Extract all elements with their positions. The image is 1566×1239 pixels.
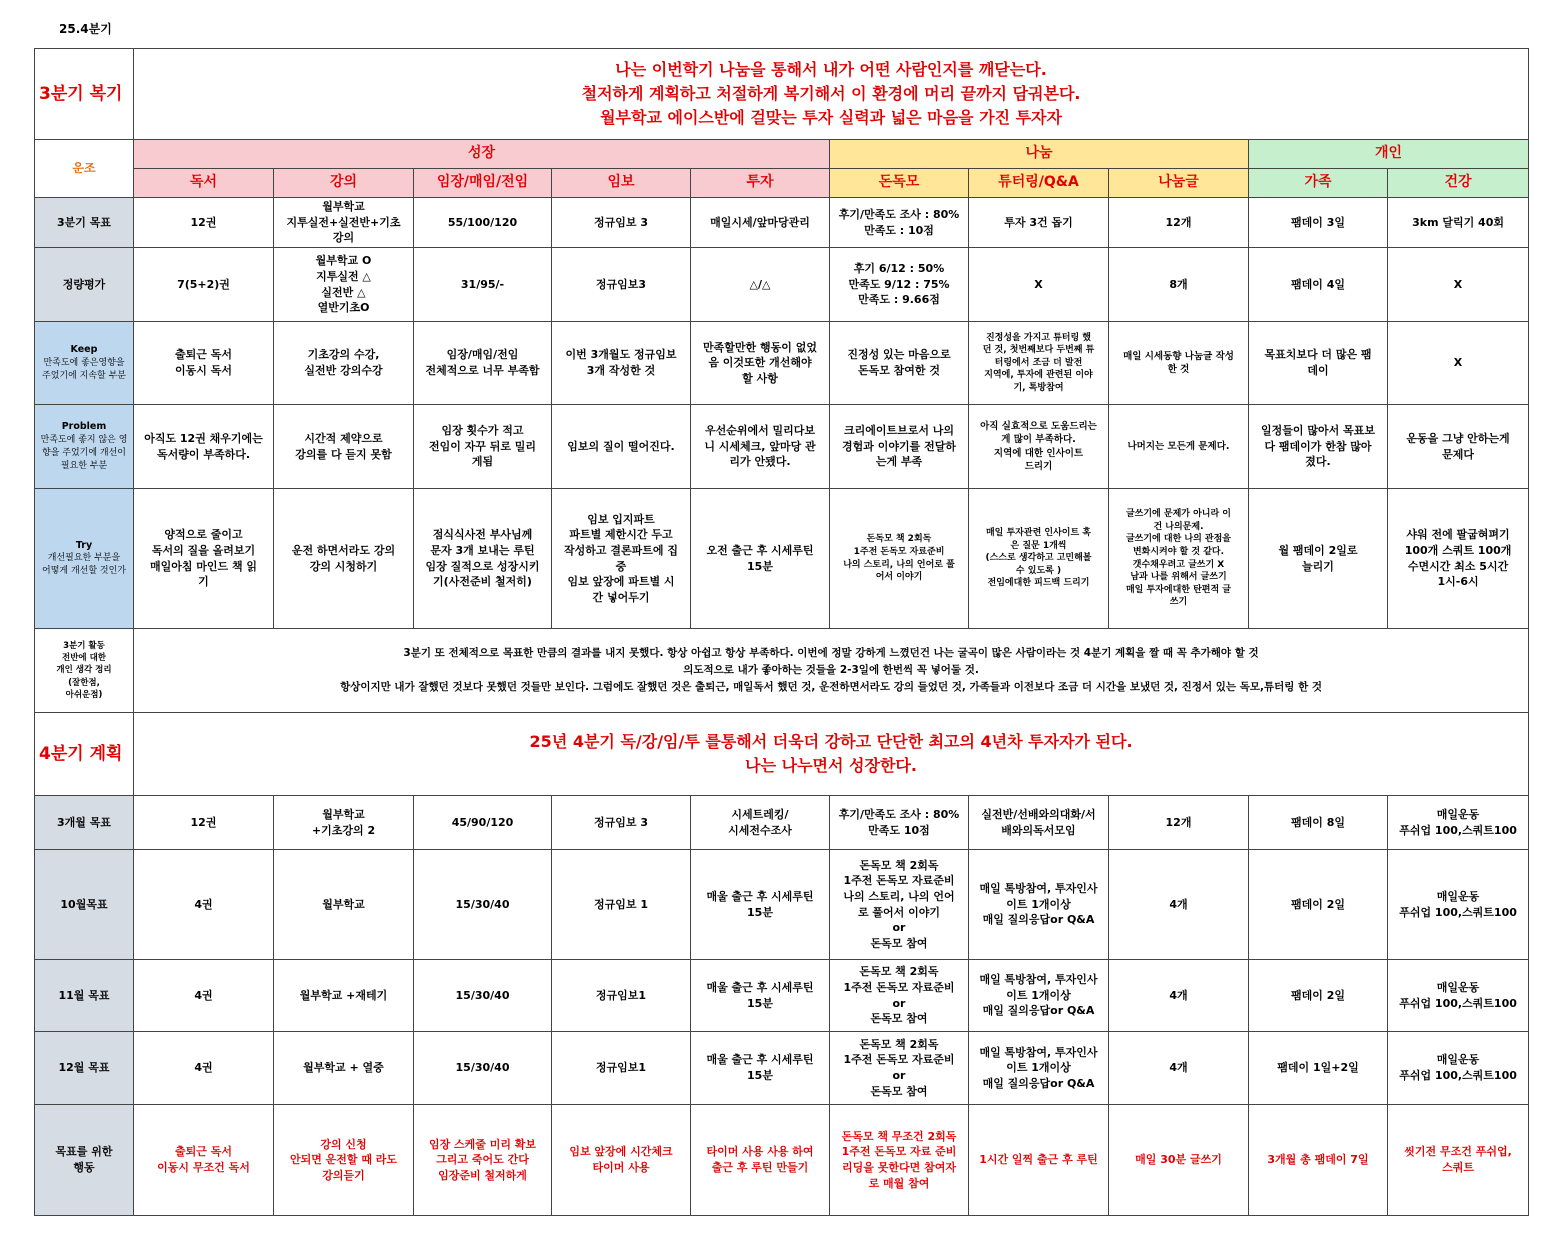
table-cell: 오전 출근 후 시세루틴 15분 (691, 489, 830, 629)
table-cell: 만족할만한 행동이 없었 음 이것또한 개선해야 할 사항 (691, 322, 830, 405)
table-cell: 정규임보 3 (552, 198, 691, 248)
table-cell: 월부학교 (274, 850, 414, 960)
table-cell: 임보의 질이 떨어진다. (552, 405, 691, 489)
table-cell: 돈독모 책 2회독 1주전 돈독모 자료준비 or 돈독모 참여 (830, 1032, 969, 1105)
banner-line: 월부학교 에이스반에 걸맞는 투자 실력과 넓은 마음을 가진 투자자 (600, 108, 1062, 127)
table-cell: 월부학교 O 지투실전 △ 실전반 △ 열반기초O (274, 248, 414, 322)
table-cell: 돈독모 책 2회독 1주전 돈독모 자료준비 나의 스토리, 나의 언어로 풀 어서 이야기 (830, 489, 969, 629)
table-cell: 돈독모 책 무조건 2회독 1주전 돈독모 자료 준비 리딩을 못한다면 참여자 로 매월 참여 (830, 1105, 969, 1216)
table-row (35, 1105, 1529, 1216)
subheader-report: 임보 (552, 169, 691, 198)
table-cell: 임보 입지파트 파트별 제한시간 두고 작성하고 결론파트에 집 중 임보 앞장에 파트별 시 간 넣어두기 (552, 489, 691, 629)
table-cell: 31/95/- (414, 248, 552, 322)
table-cell: 월부학교 +기초강의 2 (274, 796, 414, 850)
table-cell: 팸데이 2일 (1249, 960, 1388, 1032)
reflection-line: 3분기 또 전체적으로 목표한 만큼의 결과를 내지 못했다. 항상 아쉽고 항상 부족하다. 이번에 정말 강하게 느꼈던건 나는 굴곡이 많은 사람이라는 것 4분기 계획을 짤 때 꼭 추가해야 할 것 (403, 646, 1259, 659)
q4-plan-label: 4분기 계획 (35, 713, 134, 796)
table-cell: 출퇴근 독서 이동시 무조건 독서 (134, 1105, 274, 1216)
subheader-meetup: 돈독모 (830, 169, 969, 198)
table-row (35, 489, 1529, 629)
table-cell: 4권 (134, 1032, 274, 1105)
table-cell: 우선순위에서 밀리다보 니 시세체크, 앞마당 관 리가 안됐다. (691, 405, 830, 489)
subheader-lecture: 강의 (274, 169, 414, 198)
table-cell: 12개 (1109, 796, 1249, 850)
table-cell: 샤워 전에 팔굽혀펴기 100개 스쿼트 100개 수면시간 최소 5시간 1시-6시 (1388, 489, 1529, 629)
row-label-actions: 목표를 위한 행동 (35, 1105, 134, 1216)
table-cell: 월부학교 + 열중 (274, 1032, 414, 1105)
table-cell: 실전반/선배와의대화/서 배와의독서모임 (969, 796, 1109, 850)
table-cell: 매울 출근 후 시세루틴 15분 (691, 850, 830, 960)
row-label-3month-goal: 3개월 목표 (35, 796, 134, 850)
row-label-keep (35, 322, 134, 405)
table-cell: 8개 (1109, 248, 1249, 322)
table-cell: △/△ (691, 248, 830, 322)
table-cell: 55/100/120 (414, 198, 552, 248)
subheader-tutoring: 튜터링/Q&A (969, 169, 1109, 198)
table-cell: 투자 3건 돕기 (969, 198, 1109, 248)
table-cell: 매일 톡방참여, 투자인사 이트 1개이상 매일 질의응답or Q&A (969, 960, 1109, 1032)
table-cell: 크리에이트브로서 나의 경험과 이야기를 전달하 는게 부족 (830, 405, 969, 489)
table-cell: 4개 (1109, 850, 1249, 960)
banner-line: 나는 나누면서 성장한다. (745, 756, 917, 775)
table-cell: 진정성을 가지고 튜터링 했 던 것, 첫번째보다 두번째 튜 터링에서 조금 더 발전 지역에, 투자에 관련된 이야 기, 톡방참여 (969, 322, 1109, 405)
table-cell: 목표치보다 더 많은 팸 데이 (1249, 322, 1388, 405)
table-row (35, 960, 1529, 1032)
q3-review-banner (134, 49, 1529, 140)
table-row (35, 198, 1529, 248)
row-label-december: 12월 목표 (35, 1032, 134, 1105)
table-cell: 돈독모 책 2회독 1주전 돈독모 자료준비 나의 스토리, 나의 언어 로 풀어서 이야기 or 돈독모 참여 (830, 850, 969, 960)
table-cell: 정규임보3 (552, 248, 691, 322)
table-cell: 임보 앞장에 시간체크 타이머 사용 (552, 1105, 691, 1216)
table-cell: 시세트레킹/ 시세전수조사 (691, 796, 830, 850)
row-label-problem (35, 405, 134, 489)
table-cell: 매일 톡방참여, 투자인사 이트 1개이상 매일 질의응답or Q&A (969, 1032, 1109, 1105)
table-cell: X (969, 248, 1109, 322)
table-cell: 운전 하면서라도 강의 강의 시청하기 (274, 489, 414, 629)
table-cell: 매일 시세동향 나눔글 작성 한 것 (1109, 322, 1249, 405)
table-cell: 15/30/40 (414, 960, 552, 1032)
subheader-health: 건강 (1388, 169, 1529, 198)
table-cell: 12개 (1109, 198, 1249, 248)
table-cell: 매일시세/앞마당관리 (691, 198, 830, 248)
table-cell: 월 팸데이 2일로 늘리기 (1249, 489, 1388, 629)
corner-label: 운조 (35, 140, 134, 198)
table-cell: 돈독모 책 2회독 1주전 돈독모 자료준비 or 돈독모 참여 (830, 960, 969, 1032)
table-cell: 7(5+2)권 (134, 248, 274, 322)
table-cell: 운동을 그냥 안하는게 문제다 (1388, 405, 1529, 489)
table-row (35, 322, 1529, 405)
row-label-october: 10월목표 (35, 850, 134, 960)
table-cell: 정규임보1 (552, 1032, 691, 1105)
category-growth: 성장 (134, 140, 830, 169)
quarterly-plan-table (34, 48, 1529, 1216)
table-cell: 임장 스케줄 미리 확보 그리고 죽어도 간다 임장준비 철저하게 (414, 1105, 552, 1216)
table-cell: 아직도 12권 채우기에는 독서량이 부족하다. (134, 405, 274, 489)
table-cell: X (1388, 322, 1529, 405)
table-cell: 후기/만족도 조사 : 80% 만족도 10점 (830, 796, 969, 850)
row-label-november: 11월 목표 (35, 960, 134, 1032)
table-cell: 월부학교 +재테기 (274, 960, 414, 1032)
table-cell: 후기/만족도 조사 : 80% 만족도 : 10점 (830, 198, 969, 248)
table-cell: 3개월 총 팸데이 7일 (1249, 1105, 1388, 1216)
table-cell: 임장/매임/전임 전체적으로 너무 부족함 (414, 322, 552, 405)
table-cell: 기초강의 수강, 실전반 강의수강 (274, 322, 414, 405)
q3-review-label: 3분기 복기 (35, 49, 134, 140)
table-cell: 매일운동 푸쉬업 100,스쿼트100 (1388, 960, 1529, 1032)
row-label-desc: 개선필요한 부분을 어떻게 개선할 것인가 (42, 553, 126, 577)
table-cell: 팸데이 8일 (1249, 796, 1388, 850)
table-cell: 매일 톡방참여, 투자인사 이트 1개이상 매일 질의응답or Q&A (969, 850, 1109, 960)
table-cell: 출퇴근 독서 이동시 독서 (134, 322, 274, 405)
table-cell: 진정성 있는 마음으로 돈독모 참여한 것 (830, 322, 969, 405)
row-label-title: Keep (70, 344, 98, 356)
table-cell: 12권 (134, 796, 274, 850)
table-cell: 매일 투자관련 인사이트 혹 은 질문 1개씩 (스스로 생각하고 고민해볼 수 있도록 ) 전임에대한 피드백 드리기 (969, 489, 1109, 629)
subheader-sharing-posts: 나눔글 (1109, 169, 1249, 198)
row-label-desc: 만족도에 좋지 않은 영 향을 주었기에 개선이 필요한 부분 (40, 434, 128, 471)
table-cell: 이번 3개월도 정규임보 3개 작성한 것 (552, 322, 691, 405)
table-cell: 씻기전 무조건 푸쉬업, 스쿼트 (1388, 1105, 1529, 1216)
reflection-label: 3분기 활동 전반에 대한 개인 생각 정리 (잘한점, 아쉬운점) (35, 629, 134, 713)
table-cell: 일정들이 많아서 목표보 다 팸데이가 한참 많아 졌다. (1249, 405, 1388, 489)
table-cell: 아직 실효적으로 도움드리는 게 많이 부족하다. 지역에 대한 인사이트 드리기 (969, 405, 1109, 489)
table-cell: 임장 횟수가 적고 전임이 자꾸 뒤로 밀리 게됨 (414, 405, 552, 489)
row-label-title: Try (75, 539, 93, 551)
table-cell: 매울 출근 후 시세루틴 15분 (691, 1032, 830, 1105)
table-cell: 시간적 제약으로 강의를 다 듣지 못함 (274, 405, 414, 489)
table-row (35, 248, 1529, 322)
row-label-evaluation: 정량평가 (35, 248, 134, 322)
table-cell: 팸데이 3일 (1249, 198, 1388, 248)
table-row (35, 629, 1529, 713)
table-cell: 3km 달릭기 40회 (1388, 198, 1529, 248)
subheader-reading: 독서 (134, 169, 274, 198)
q4-plan-banner (134, 713, 1529, 796)
banner-line: 나는 이번학기 나눔을 통해서 내가 어떤 사람인지를 깨닫는다. (615, 60, 1047, 79)
table-cell: 매일운동 푸쉬업 100,스쿼트100 (1388, 796, 1529, 850)
table-cell: 45/90/120 (414, 796, 552, 850)
table-cell: 1시간 일찍 출근 후 루틴 (969, 1105, 1109, 1216)
table-cell: 매일 30분 글쓰기 (1109, 1105, 1249, 1216)
category-sharing: 나눔 (830, 140, 1249, 169)
table-cell: 12권 (134, 198, 274, 248)
table-cell: 팸데이 2일 (1249, 850, 1388, 960)
row-label-q3-goal: 3분기 목표 (35, 198, 134, 248)
table-cell: 타이머 사용 사용 하여 출근 후 루틴 만들기 (691, 1105, 830, 1216)
banner-line: 25년 4분기 독/강/임/투 를통해서 더욱더 강하고 단단한 최고의 4년차 투자자가 된다. (529, 732, 1133, 751)
table-row (35, 796, 1529, 850)
table-cell: 점식식사전 부사님께 문자 3개 보내는 루틴 임장 질적으로 성장시키 기(사전준비 철저히) (414, 489, 552, 629)
reflection-line: 의도적으로 내가 좋아하는 것들을 2-3일에 한번씩 꼭 넣어둘 것. (683, 663, 979, 676)
table-cell: 양적으로 줄이고 독서의 질을 올려보기 매일아침 마인드 책 읽 기 (134, 489, 274, 629)
table-cell: 4권 (134, 960, 274, 1032)
table-cell: 후기 6/12 : 50% 만족도 9/12 : 75% 만족도 : 9.66점 (830, 248, 969, 322)
table-cell: 매일운동 푸쉬업 100,스쿼트100 (1388, 850, 1529, 960)
table-cell: 나머지는 모든게 문제다. (1109, 405, 1249, 489)
table-cell: 4개 (1109, 960, 1249, 1032)
row-label-try (35, 489, 134, 629)
table-cell: 4개 (1109, 1032, 1249, 1105)
table-cell: 15/30/40 (414, 850, 552, 960)
table-cell: 정규임보 1 (552, 850, 691, 960)
table-cell: 정규임보 3 (552, 796, 691, 850)
table-cell: 월부학교 지투실전+실전반+기초 강의 (274, 198, 414, 248)
reflection-text (134, 629, 1529, 713)
reflection-line: 항상이지만 내가 잘했던 것보다 못했던 것들만 보인다. 그럼에도 잘했던 것은 출퇴근, 매일독서 했던 것, 운전하면서라도 강의 들었던 것, 가족들과 이전보다 조금 더 시간을 보냈던 것, 진정서 있는 독모,튜터링 한 것 (340, 681, 1323, 694)
subheader-site-visit: 임장/매임/전임 (414, 169, 552, 198)
table-cell: 팸데이 4일 (1249, 248, 1388, 322)
row-label-title: Problem (61, 421, 107, 433)
table-row (35, 405, 1529, 489)
table-cell: 강의 신청 안되면 운전할 때 라도 강의듣기 (274, 1105, 414, 1216)
subheader-investment: 투자 (691, 169, 830, 198)
table-cell: 매일운동 푸쉬업 100,스쿼트100 (1388, 1032, 1529, 1105)
table-row (35, 850, 1529, 960)
table-cell: X (1388, 248, 1529, 322)
table-cell: 매울 출근 후 시세루틴 15분 (691, 960, 830, 1032)
row-label-desc: 만족도에 좋은영향을 주었기에 지속할 부분 (42, 357, 126, 381)
table-row (35, 1032, 1529, 1105)
subheader-family: 가족 (1249, 169, 1388, 198)
table-cell: 4권 (134, 850, 274, 960)
table-cell: 글쓰기에 문제가 아니라 이 건 나의문제. 글쓰기에 대한 나의 관점을 변화시켜야 할 것 같다. 갯수채우려고 글쓰기 X 남과 나를 위해서 글쓰기 매일 투자에대한 탄편적 글 쓰기 (1109, 489, 1249, 629)
category-personal: 개인 (1249, 140, 1529, 169)
table-cell: 팸데이 1일+2일 (1249, 1032, 1388, 1105)
banner-line: 철저하게 계획하고 처절하게 복기해서 이 환경에 머리 끝까지 담궈본다. (581, 84, 1081, 103)
document-label: 25.4분기 (59, 22, 112, 36)
table-cell: 15/30/40 (414, 1032, 552, 1105)
table-cell: 정규임보1 (552, 960, 691, 1032)
